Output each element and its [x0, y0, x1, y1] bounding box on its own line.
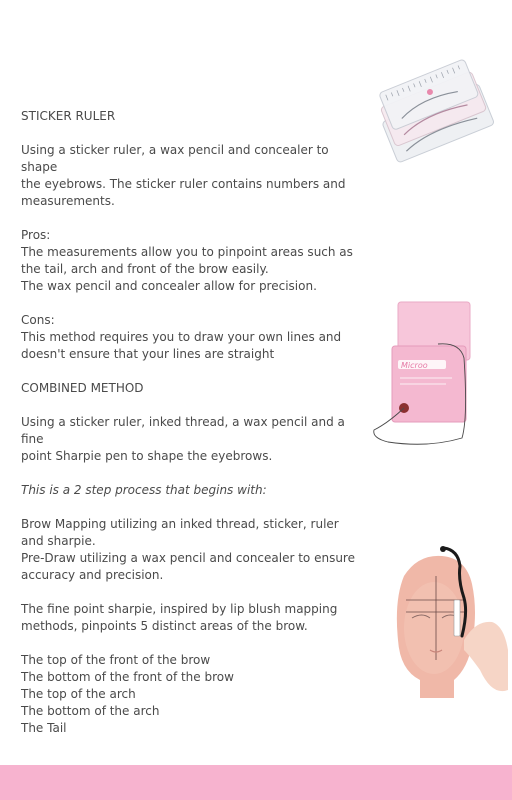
sticker-ruler-desc-1: Using a sticker ruler, a wax pencil and concealer to shape [21, 143, 329, 174]
footer-band [0, 765, 512, 800]
point-5: The Tail [21, 721, 67, 735]
sharpie-desc-2: methods, pinpoints 5 distinct areas of the brow. [21, 619, 308, 633]
combined-title: COMBINED METHOD [21, 381, 144, 395]
pros-line-2: the tail, arch and front of the brow easily. [21, 262, 269, 276]
step-line-3: Pre-Draw utilizing a wax pencil and concealer to ensure [21, 551, 355, 565]
cons-line-1: This method requires you to draw your own lines and [21, 330, 342, 344]
point-4: The bottom of the arch [21, 704, 160, 718]
sticker-ruler-title: STICKER RULER [21, 109, 116, 123]
mannequin-head-image [380, 540, 510, 700]
main-text [21, 108, 366, 737]
step-line-2: and sharpie. [21, 534, 96, 548]
sharpie-desc-1: The fine point sharpie, inspired by lip blush mapping [21, 602, 338, 616]
sticker-ruler-desc-3: measurements. [21, 194, 115, 208]
cons-line-2: doesn't ensure that your lines are straight [21, 347, 275, 361]
pros-line-1: The measurements allow you to pinpoint areas such as [21, 245, 353, 259]
thread-box-brand: Microo [401, 361, 428, 370]
combined-desc-1: Using a sticker ruler, inked thread, a wax pencil and a fine [21, 415, 345, 446]
combined-desc-2: point Sharpie pen to shape the eyebrows. [21, 449, 273, 463]
pros-line-3: The wax pencil and concealer allow for precision. [21, 279, 317, 293]
cons-label: Cons: [21, 313, 55, 327]
point-1: The top of the front of the brow [21, 653, 211, 667]
sticker-ruler-image [372, 58, 500, 188]
step-line-1: Brow Mapping utilizing an inked thread, sticker, ruler [21, 517, 339, 531]
point-2: The bottom of the front of the brow [21, 670, 234, 684]
pros-label: Pros: [21, 228, 51, 242]
point-3: The top of the arch [21, 687, 136, 701]
step-line-4: accuracy and precision. [21, 568, 164, 582]
inked-thread-box-image [368, 298, 478, 453]
two-step-note: This is a 2 step process that begins with: [21, 483, 267, 497]
sticker-ruler-desc-2: the eyebrows. The sticker ruler contains numbers and [21, 177, 346, 191]
